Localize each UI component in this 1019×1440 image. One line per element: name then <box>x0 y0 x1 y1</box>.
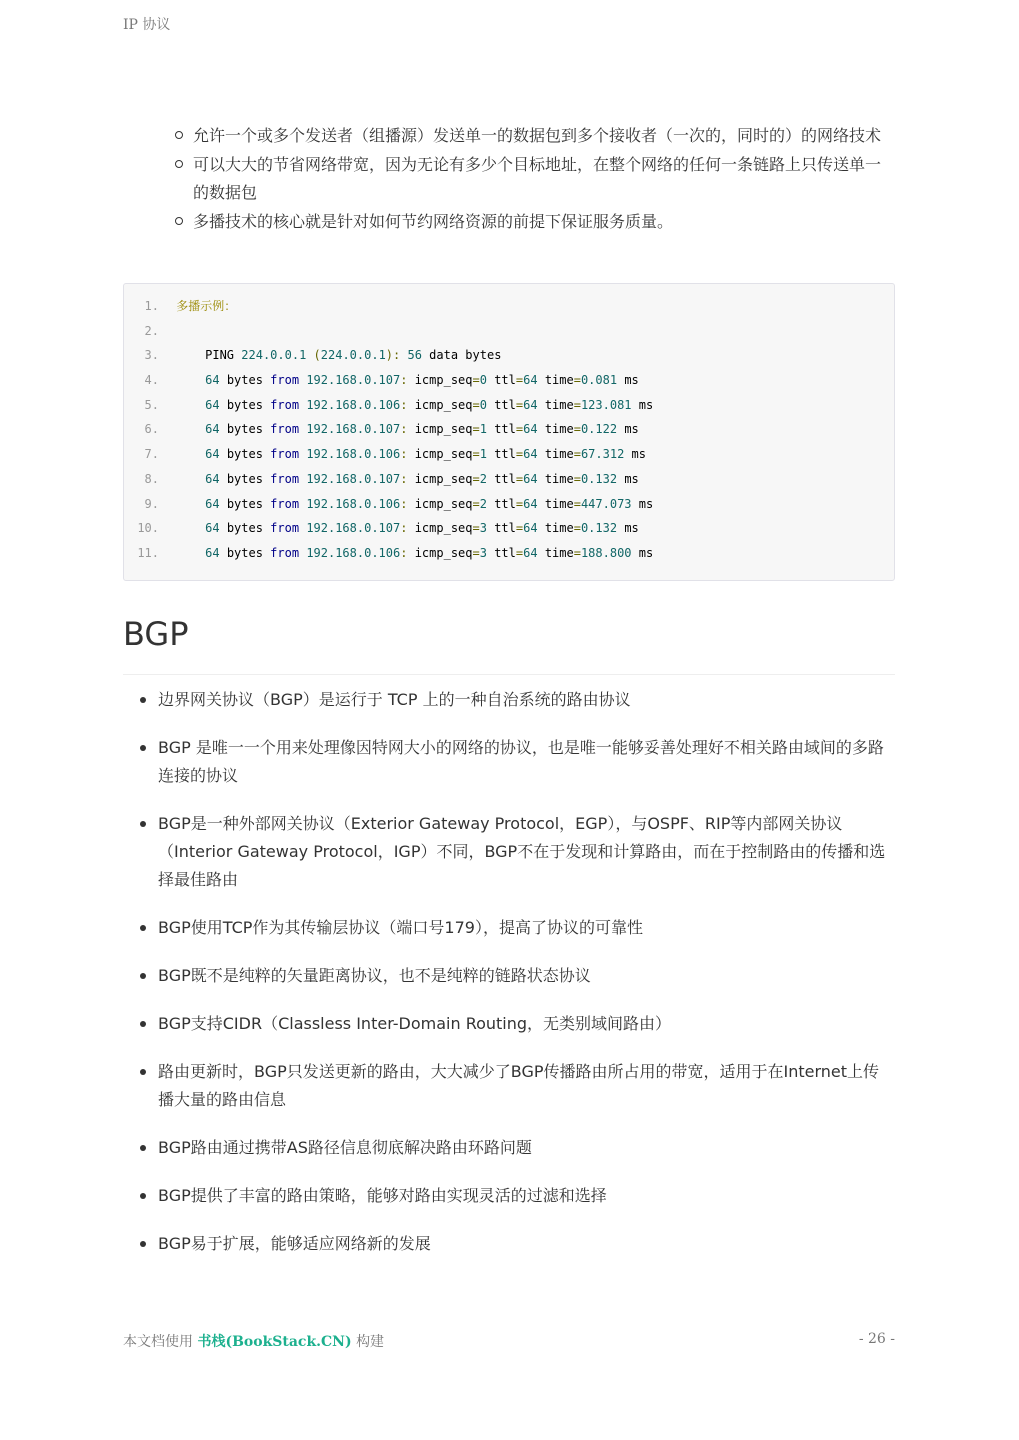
code-comment: 多播示例： <box>176 299 237 313</box>
ttl-value: 64 <box>523 545 538 560</box>
seq-label: icmp_seq <box>414 496 473 511</box>
list-item: BGP是一种外部网关协议（Exterior Gateway Protocol，EGP），与OSPF、RIP等内部网关协议（Interior Gateway Protocol，IGP）不同，BGP不在于发现和计算路由，而在于控制路由的传播和选择最佳路由 <box>158 810 895 894</box>
seq-value: 1 <box>479 422 487 437</box>
seq-value: 3 <box>479 521 487 536</box>
source-ip: 192.168.0.107 <box>306 422 401 437</box>
ttl-label: ttl <box>494 447 516 462</box>
ttl-label: ttl <box>494 545 516 560</box>
seq-label: icmp_seq <box>414 521 473 536</box>
line-number: 9. <box>144 496 159 511</box>
code-line <box>124 541 894 566</box>
seq-label: icmp_seq <box>414 422 473 437</box>
equals: = <box>472 447 480 462</box>
ping-paren: ( <box>313 348 321 363</box>
word-from: from <box>270 521 300 536</box>
word-from: from <box>270 447 300 462</box>
seq-label: icmp_seq <box>414 471 473 486</box>
word-from: from <box>270 397 300 412</box>
bytes-count: 64 <box>205 422 220 437</box>
time-value: 188.800 <box>580 545 632 560</box>
time-label: time <box>544 521 574 536</box>
equals: = <box>515 521 524 536</box>
equals: = <box>472 422 480 437</box>
word-from: from <box>270 496 300 511</box>
time-value: 0.132 <box>580 471 618 486</box>
colon: : <box>400 373 408 388</box>
line-number: 5. <box>144 397 159 412</box>
word-bytes: bytes <box>226 373 263 388</box>
ping-addr: 224.0.0.1 <box>241 348 307 363</box>
equals: = <box>573 545 581 560</box>
line-number: 11. <box>137 545 159 560</box>
line-number: 1. <box>144 299 159 313</box>
time-value: 0.081 <box>580 373 618 388</box>
ttl-label: ttl <box>494 373 516 388</box>
ping-size: 56 <box>407 348 422 363</box>
list-item: 允许一个或多个发送者（组播源）发送单一的数据包到多个接收者（一次的，同时的）的网络技术 <box>193 122 895 150</box>
equals: = <box>573 422 581 437</box>
word-bytes: bytes <box>226 422 263 437</box>
code-line <box>124 368 894 393</box>
list-item: BGP支持CIDR（Classless Inter-Domain Routing，无类别域间路由） <box>158 1010 895 1038</box>
seq-value: 3 <box>479 545 487 560</box>
colon: : <box>400 496 408 511</box>
equals: = <box>515 496 524 511</box>
source-ip: 192.168.0.107 <box>306 471 401 486</box>
code-block <box>123 283 895 581</box>
ttl-value: 64 <box>523 521 538 536</box>
time-label: time <box>544 397 574 412</box>
word-bytes: bytes <box>226 397 263 412</box>
equals: = <box>573 471 581 486</box>
code-line <box>124 442 894 467</box>
ping-paren-addr: 224.0.0.1 <box>320 348 386 363</box>
equals: = <box>472 373 480 388</box>
time-label: time <box>544 545 574 560</box>
seq-label: icmp_seq <box>414 545 473 560</box>
seq-value: 1 <box>479 447 487 462</box>
word-from: from <box>270 373 300 388</box>
footer-prefix: 本文档使用 <box>123 1334 193 1350</box>
bytes-count: 64 <box>205 373 220 388</box>
word-bytes: bytes <box>226 471 263 486</box>
bgp-list <box>123 686 895 1278</box>
footer-suffix: 构建 <box>356 1334 385 1350</box>
source-ip: 192.168.0.106 <box>306 397 401 412</box>
time-unit: ms <box>638 496 654 511</box>
time-label: time <box>544 422 574 437</box>
page-footer <box>123 1331 895 1351</box>
line-number: 10. <box>137 521 159 536</box>
code-line <box>124 467 894 492</box>
word-from: from <box>270 545 300 560</box>
list-item: 可以大大的节省网络带宽，因为无论有多少个目标地址，在整个网络的任何一条链路上只传送单一的数据包 <box>193 151 895 207</box>
time-unit: ms <box>624 521 639 536</box>
time-label: time <box>544 471 574 486</box>
source-ip: 192.168.0.106 <box>306 545 401 560</box>
ttl-value: 64 <box>523 422 538 437</box>
time-unit: ms <box>631 447 646 462</box>
ttl-label: ttl <box>494 521 516 536</box>
list-item: 多播技术的核心就是针对如何节约网络资源的前提下保证服务质量。 <box>193 208 895 236</box>
list-item: BGP 是唯一一个用来处理像因特网大小的网络的协议，也是唯一能够妥善处理好不相关路由域间的多路连接的协议 <box>158 734 895 790</box>
seq-value: 2 <box>479 496 487 511</box>
line-number: 8. <box>144 471 159 486</box>
equals: = <box>573 397 581 412</box>
line-number: 3. <box>144 348 159 363</box>
code-line <box>124 393 894 418</box>
seq-label: icmp_seq <box>414 447 473 462</box>
list-item: BGP提供了丰富的路由策略，能够对路由实现灵活的过滤和选择 <box>158 1182 895 1210</box>
ttl-value: 64 <box>523 373 538 388</box>
source-ip: 192.168.0.107 <box>306 373 401 388</box>
list-item: BGP易于扩展，能够适应网络新的发展 <box>158 1230 895 1258</box>
ping-rest: data bytes <box>429 348 502 363</box>
code-line <box>124 343 894 368</box>
equals: = <box>573 447 581 462</box>
list-item: BGP路由通过携带AS路径信息彻底解决路由环路问题 <box>158 1134 895 1162</box>
multicast-list <box>123 122 895 237</box>
bytes-count: 64 <box>205 521 220 536</box>
code-line <box>124 492 894 517</box>
list-item: BGP既不是纯粹的矢量距离协议，也不是纯粹的链路状态协议 <box>158 962 895 990</box>
colon: : <box>400 447 408 462</box>
ttl-label: ttl <box>494 471 516 486</box>
seq-value: 0 <box>479 373 487 388</box>
word-bytes: bytes <box>226 447 263 462</box>
equals: = <box>515 471 524 486</box>
bytes-count: 64 <box>205 397 220 412</box>
code-line <box>124 319 894 344</box>
colon: : <box>400 397 408 412</box>
time-unit: ms <box>638 545 654 560</box>
time-unit: ms <box>624 422 639 437</box>
ping-cmd: PING <box>205 348 235 363</box>
line-number: 6. <box>144 422 159 437</box>
source-ip: 192.168.0.107 <box>306 521 401 536</box>
ttl-label: ttl <box>494 397 516 412</box>
ttl-value: 64 <box>523 496 538 511</box>
line-number: 7. <box>144 447 159 462</box>
ttl-value: 64 <box>523 447 538 462</box>
time-value: 123.081 <box>580 397 632 412</box>
bytes-count: 64 <box>205 471 220 486</box>
code-line <box>124 417 894 442</box>
equals: = <box>515 373 524 388</box>
source-ip: 192.168.0.106 <box>306 496 401 511</box>
section-heading-bgp: BGP <box>123 610 895 675</box>
bytes-count: 64 <box>205 496 220 511</box>
bytes-count: 64 <box>205 545 220 560</box>
time-value: 67.312 <box>580 447 625 462</box>
seq-value: 0 <box>479 397 487 412</box>
ping-paren: ): <box>385 348 401 363</box>
list-item: 边界网关协议（BGP）是运行于 TCP 上的一种自治系统的路由协议 <box>158 686 895 714</box>
seq-label: icmp_seq <box>414 397 473 412</box>
source-ip: 192.168.0.106 <box>306 447 401 462</box>
line-number: 2. <box>144 323 159 338</box>
colon: : <box>400 521 408 536</box>
equals: = <box>472 521 480 536</box>
line-number: 4. <box>144 373 159 388</box>
equals: = <box>472 471 480 486</box>
seq-value: 2 <box>479 471 487 486</box>
ttl-label: ttl <box>494 422 516 437</box>
time-value: 447.073 <box>580 496 632 511</box>
equals: = <box>573 521 581 536</box>
equals: = <box>472 545 480 560</box>
code-line <box>124 294 894 319</box>
ttl-value: 64 <box>523 471 538 486</box>
equals: = <box>515 422 524 437</box>
time-label: time <box>544 496 574 511</box>
ttl-value: 64 <box>523 397 538 412</box>
time-unit: ms <box>624 471 639 486</box>
page-header: IP 协议 <box>123 17 171 33</box>
equals: = <box>573 496 581 511</box>
word-bytes: bytes <box>226 545 263 560</box>
time-value: 0.132 <box>580 521 618 536</box>
time-value: 0.122 <box>580 422 618 437</box>
ttl-label: ttl <box>494 496 516 511</box>
equals: = <box>515 545 524 560</box>
word-bytes: bytes <box>226 496 263 511</box>
equals: = <box>515 447 524 462</box>
time-unit: ms <box>638 397 654 412</box>
list-item: BGP使用TCP作为其传输层协议（端口号179），提高了协议的可靠性 <box>158 914 895 942</box>
word-from: from <box>270 471 300 486</box>
time-unit: ms <box>624 373 639 388</box>
list-item: 路由更新时，BGP只发送更新的路由，大大减少了BGP传播路由所占用的带宽，适用于在Internet上传播大量的路由信息 <box>158 1058 895 1114</box>
equals: = <box>472 496 480 511</box>
page-number: - 26 - <box>858 1331 895 1347</box>
seq-label: icmp_seq <box>414 373 473 388</box>
equals: = <box>472 397 480 412</box>
word-from: from <box>270 422 300 437</box>
word-bytes: bytes <box>226 521 263 536</box>
colon: : <box>400 422 408 437</box>
bytes-count: 64 <box>205 447 220 462</box>
colon: : <box>400 545 408 560</box>
code-line <box>124 516 894 541</box>
equals: = <box>573 373 581 388</box>
time-label: time <box>544 447 574 462</box>
time-label: time <box>544 373 574 388</box>
colon: : <box>400 471 408 486</box>
footer-brand-link[interactable]: 书栈(BookStack.CN) <box>197 1334 352 1350</box>
equals: = <box>515 397 524 412</box>
